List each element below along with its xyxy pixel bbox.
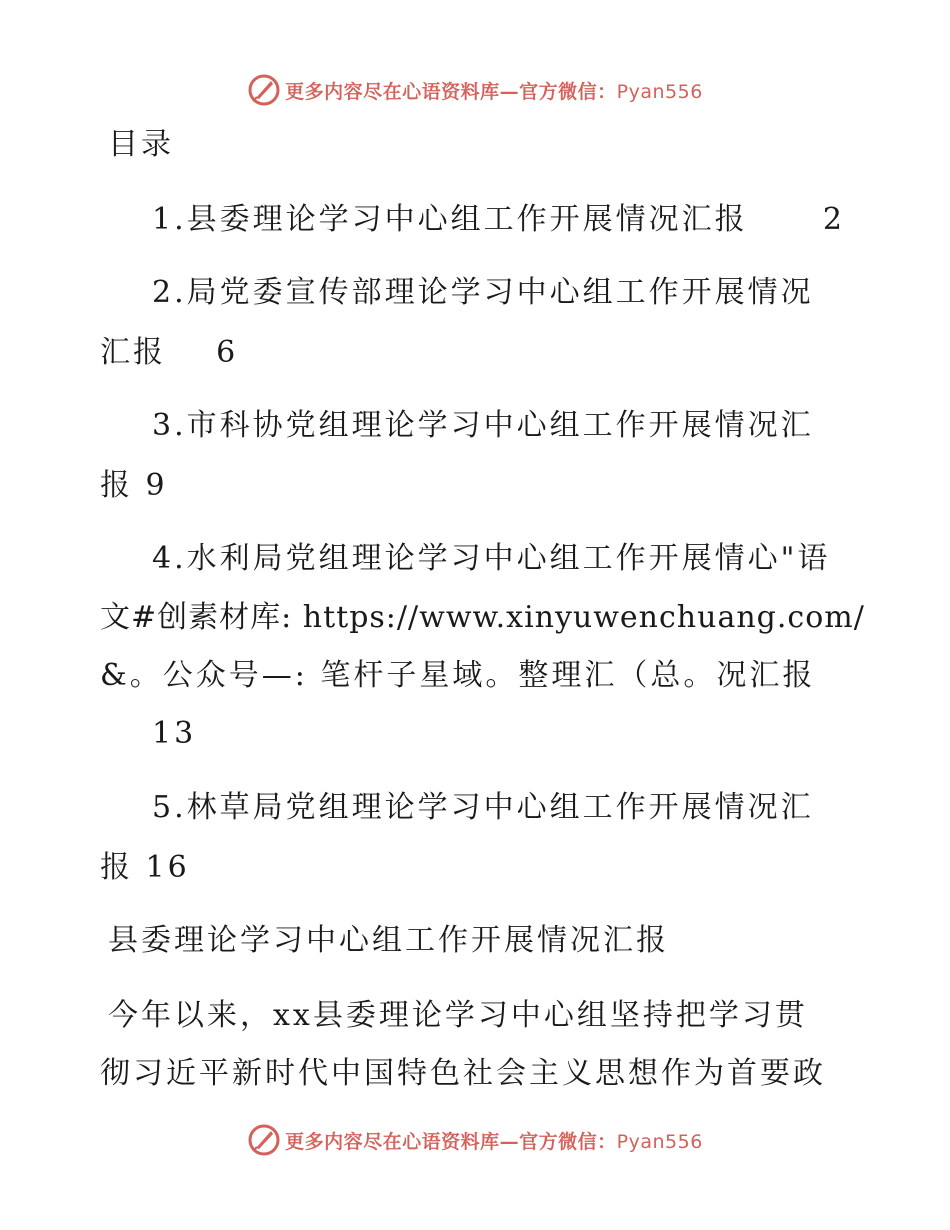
- toc-item-4-line-4: 13: [152, 716, 197, 751]
- toc-item-4-line-2: 文#创素材库: https://www.xinyuwenchuang.com/: [100, 600, 865, 635]
- toc-item-4-line-3: &。公众号—: 笔杆子星域。整理汇（总。况汇报: [100, 658, 816, 693]
- watermark-header: [0, 70, 950, 110]
- toc-item-3-line-2: 报 9: [100, 468, 168, 503]
- watermark-footer: [0, 1120, 950, 1160]
- toc-item-1-line-1: 1.县委理论学习中心组工作开展情况汇报 2: [152, 202, 845, 237]
- paragraph-line-2: 彻习近平新时代中国特色社会主义思想作为首要政: [100, 1056, 826, 1091]
- toc-heading: 目录: [108, 127, 174, 162]
- toc-item-2-line-2: 汇报 6: [100, 335, 239, 370]
- toc-item-2-line-1: 2.局党委宣传部理论学习中心组工作开展情况: [152, 275, 814, 310]
- toc-item-3-line-1: 3.市科协党组理论学习中心组工作开展情况汇: [152, 408, 814, 443]
- section-title: 县委理论学习中心组工作开展情况汇报: [108, 923, 669, 958]
- toc-item-5-line-2: 报 16: [100, 850, 190, 885]
- toc-item-4-line-1: 4.水利局党组理论学习中心组工作开展情心"语: [152, 541, 831, 576]
- paragraph-line-1: 今年以来，xx县委理论学习中心组坚持把学习贯: [108, 998, 808, 1033]
- watermark-text: 更多内容尽在心语资料库—官方微信：Pyan556: [285, 80, 703, 103]
- watermark-text: 更多内容尽在心语资料库—官方微信：Pyan556: [285, 1130, 703, 1153]
- quill-pen-logo-icon: [247, 1123, 281, 1157]
- quill-pen-logo-icon: [247, 73, 281, 107]
- toc-item-5-line-1: 5.林草局党组理论学习中心组工作开展情况汇: [152, 790, 814, 825]
